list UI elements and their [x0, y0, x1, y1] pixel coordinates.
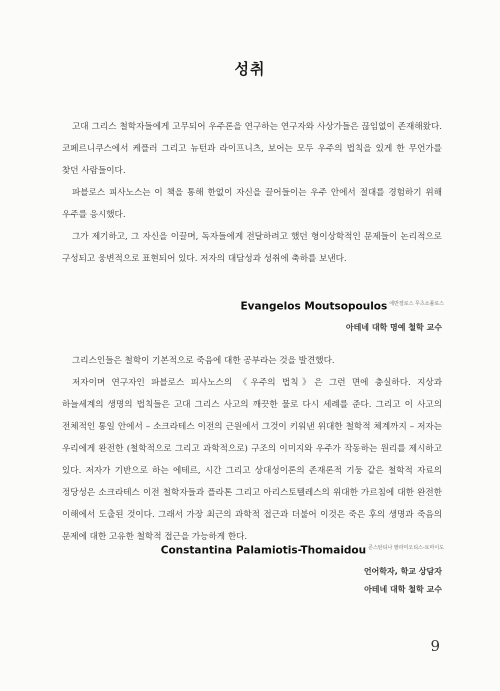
- section2-paragraph-2: 저자이며 연구자인 파블로스 피사노스의 《우주의 법칙》은 그런 면에 충실하다. 지상과 하늘세계의 생명의 법칙들은 고대 그리스 사고의 깨끗한 물로 다시 세례를 준다. 그리고 이 사고의 전체적인 통일 안에서 – 소크라테스 이전의 근원에서 그것이 키워낸 위대한 철학적 체계까지 – 저자는 우리에게 완전한 (철학적으로 그리고 과학적으로) 구조의 이미지와 우주가 작동하는 원리를 제시하고 있다. 저자가 기반으로 하는 에테르, 시간 그리고 상대성이론의 존재론적 기둥 같은 철학적 자료의 정당성은 소크라테스 이전 철학자들과 플라톤 그리고 아리스토텔레스의 위대한 가르침에 대한 완전한 이해에서 도출된 것이다. 그래서 가장 최근의 과학적 접근과 더불어 이것은 죽은 후의 생명과 죽음의 문제에 대한 고유한 철학적 접근을 가능하게 한다.: [62, 378, 442, 542]
- signature-name-1: [240, 300, 444, 313]
- signature-role-2b: 아테네 대학 철학 교수: [364, 585, 442, 594]
- section1-paragraph-1: 고대 그리스 철학자들에게 고무되어 우주론을 연구하는 연구자와 사상가들은 끊임없이 존재해왔다. 코페르니쿠스에서 케플러 그리고 뉴턴과 라이프니츠, 보어는 모두 우주의 법칙을 있게 한 무언가를 찾던 사람들이다.: [62, 122, 442, 176]
- signature-role-2a: 언어학자, 학교 상담자: [363, 567, 442, 576]
- section2-paragraph-1: 그리스인들은 철학이 기본적으로 죽음에 대한 공부라는 것을 발견했다.: [72, 356, 335, 366]
- signature-name-2-latin: Constantina Palamiotis-Thomaidou: [160, 544, 367, 557]
- section1-paragraph-3: 그가 제기하고, 그 자신을 이끌며, 독자들에게 전달하려고 했던 형이상학적인 문제들이 논리적으로 구성되고 웅변적으로 표현되어 있다. 저자의 대담성과 성취에 축하를 보낸다.: [62, 232, 442, 264]
- signature-name-2: [161, 544, 444, 557]
- signature-name-1-korean: 에반겔로스 무츠소폴로스: [389, 301, 444, 307]
- page-title: 성취: [234, 60, 266, 78]
- signature-role-1: 아테네 대학 명예 철학 교수: [345, 323, 442, 332]
- section1-paragraph-2: 파블로스 피사노스는 이 책을 통해 한없이 자신을 끌어들이는 우주 안에서 절대를 경험하기 위해 우주를 응시했다.: [62, 188, 442, 220]
- page-number: 9: [430, 637, 440, 655]
- signature-name-1-latin: Evangelos Moutsopoulos: [240, 300, 388, 313]
- signature-name-2-korean: 콘스탄티나 팔라미오티스-토마이도: [368, 545, 444, 551]
